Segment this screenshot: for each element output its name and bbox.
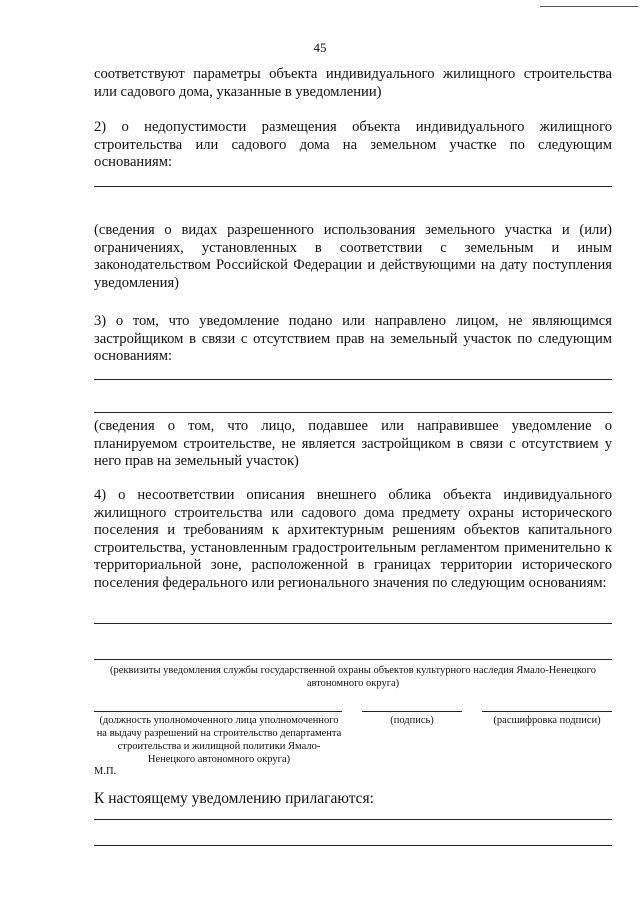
fill-line-item-3a xyxy=(94,379,612,380)
attachments-heading: К настоящему уведомлению прилагаются: xyxy=(94,790,374,807)
position-sign-line xyxy=(94,711,342,712)
paragraph-developer-info: (сведения о том, что лицо, подавшее или направившее уведомление о планируемом строительстве, не является застройщиком в связи с отсутствием у него прав на земельный участок) xyxy=(94,418,612,469)
paragraph-item-2: 2) о недопустимости размещения объекта индивидуального жилищного строительства или садового дома на земельном участке по следующим основаниям: xyxy=(94,119,612,170)
fill-line-item-4b xyxy=(94,659,612,660)
paragraph-item-3: 3) о том, что уведомление подано или направлено лицом, не являющимся застройщиком в связи с отсутствием прав на земельный участок по следующим основаниям: xyxy=(94,313,612,364)
paragraph-item-4: 4) о несоответствии описания внешнего облика объекта индивидуального жилищного строительства или садового дома предмету охраны исторического поселения и требованиям к архитектурным решениям объектов капитального строительства, установленным градостроительным регламентом применительно к территориальной зоне, расположенной в границах территории исторического поселения федерального или регионального значения по следующим основаниям: xyxy=(94,487,612,591)
position-caption: (должность уполномоченного лица уполномоченного на выдачу разрешений на строительство департамента строительства и жилищной политики Ямало-Ненецкого автономного округа) xyxy=(96,715,342,765)
signature-sign-line xyxy=(362,711,462,712)
paragraph-land-use-info: (сведения о видах разрешенного использования земельного участка и (или) ограничениях, установленных в соответствии с земельным и иным законодательством Российской Федерации и действующими на дату поступления уведомления) xyxy=(94,222,612,291)
fill-line-item-3b xyxy=(94,412,612,413)
stamp-label: М.П. xyxy=(94,766,117,777)
top-corner-rule xyxy=(540,6,638,7)
attachment-line-2 xyxy=(94,845,612,846)
paragraph-continuation: соответствуют параметры объекта индивидуального жилищного строительства или садового дома, указанные в уведомлении) xyxy=(94,66,612,100)
fill-line-item-2 xyxy=(94,186,612,187)
page-number: 45 xyxy=(313,40,327,55)
attachment-line-1 xyxy=(94,819,612,820)
decoding-caption: (расшифровка подписи) xyxy=(493,715,601,726)
decoding-sign-line xyxy=(482,711,612,712)
fill-line-item-4a xyxy=(94,623,612,624)
signature-caption: (подпись) xyxy=(390,715,434,726)
requisites-caption: (реквизиты уведомления службы государственной охраны объектов культурного наследия Ямало-Ненецкого автономного округа) xyxy=(110,665,596,689)
